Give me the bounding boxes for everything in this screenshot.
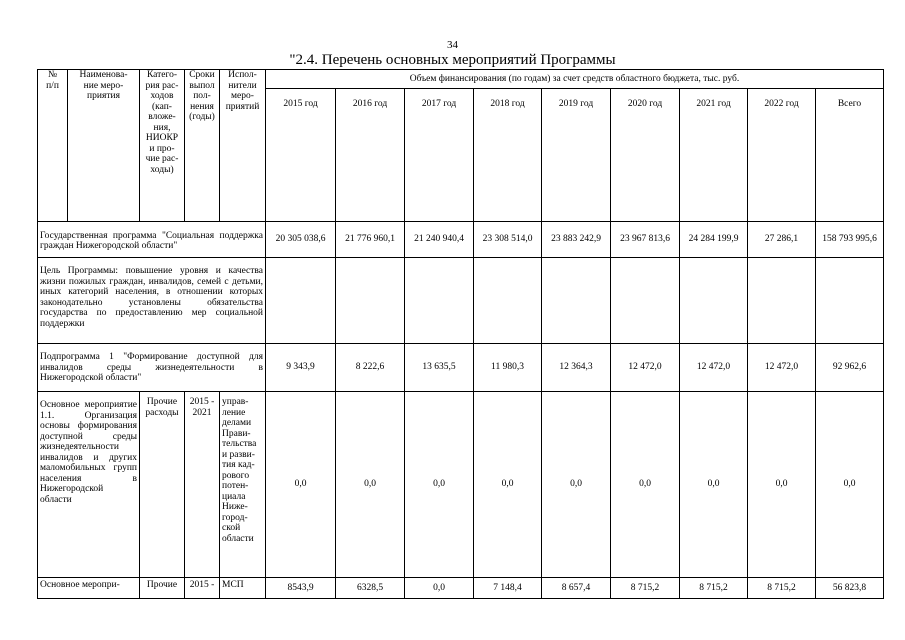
- page-title: "2.4. Перечень основных мероприятий Программы: [289, 52, 616, 68]
- measure-category: Прочие: [140, 578, 185, 599]
- value-cell: [680, 258, 748, 344]
- value-cell: 0,0: [405, 578, 474, 599]
- measure-category: Прочие расходы: [140, 392, 185, 578]
- value-total: 56 823,8: [816, 578, 884, 599]
- value-cell: 12 472,0: [611, 344, 680, 392]
- header-executors: Испол- нители меро- приятий: [220, 70, 266, 222]
- header-terms: Сроки выпол пол- нения (годы): [185, 70, 220, 222]
- header-year: 2017 год: [405, 89, 474, 222]
- value-cell: 8 715,2: [611, 578, 680, 599]
- value-cell: [266, 258, 336, 344]
- header-category: Катего- рия рас- ходов (кап- вложе- ния, НИОКР и про- чие рас- ходы): [140, 70, 185, 222]
- measure-terms: 2015 -: [185, 578, 220, 599]
- table-row-measure-next: [38, 578, 884, 599]
- value-cell: 7 148,4: [474, 578, 542, 599]
- value-cell: 11 980,3: [474, 344, 542, 392]
- value-cell: [611, 258, 680, 344]
- row-label: Государственная программа "Социальная поддержка граждан Нижегородской области": [38, 222, 266, 258]
- measure-executor: МСП: [220, 578, 266, 599]
- header-year: 2018 год: [474, 89, 542, 222]
- value-cell: 0,0: [542, 392, 611, 578]
- header-year: 2020 год: [611, 89, 680, 222]
- value-cell: 0,0: [748, 392, 816, 578]
- measure-executor: управ- ление делами Прави- тельства и разви- тия кад- рового потен- циала Ниже- город- ской области: [220, 392, 266, 578]
- table-row-program: [38, 222, 884, 258]
- value-cell: 8 715,2: [748, 578, 816, 599]
- value-cell: 0,0: [474, 392, 542, 578]
- header-year: 2022 год: [748, 89, 816, 222]
- table-row-goal: [38, 258, 884, 344]
- value-cell: 0,0: [266, 392, 336, 578]
- value-total: [816, 258, 884, 344]
- value-cell: 0,0: [680, 392, 748, 578]
- value-cell: 12 472,0: [748, 344, 816, 392]
- row-label: Подпрограмма 1 "Формирование доступной для инвалидов среды жизнедеятельности в Нижегородской области": [38, 344, 266, 392]
- value-cell: 6328,5: [336, 578, 405, 599]
- header-name: Наименова- ние меро- приятия: [68, 70, 140, 222]
- value-cell: 20 305 038,6: [266, 222, 336, 258]
- measure-name: Основное мероприятие 1.1. Организация основы формирования доступной среды жизнедеятельности инвалидов и других маломобильных групп населения в Нижегородской области: [38, 392, 140, 578]
- value-cell: [542, 258, 611, 344]
- value-cell: 8 657,4: [542, 578, 611, 599]
- value-cell: 23 308 514,0: [474, 222, 542, 258]
- header-year: 2019 год: [542, 89, 611, 222]
- header-year: 2021 год: [680, 89, 748, 222]
- table-row-subprogram: [38, 344, 884, 392]
- table-row-measure-1-1: [38, 392, 884, 578]
- value-cell: 12 472,0: [680, 344, 748, 392]
- header-total: Всего: [816, 89, 884, 222]
- value-cell: [748, 258, 816, 344]
- value-cell: [336, 258, 405, 344]
- header-num: № п/п: [38, 70, 68, 222]
- value-cell: 8543,9: [266, 578, 336, 599]
- page-number: 34: [447, 39, 458, 51]
- value-cell: 27 286,1: [748, 222, 816, 258]
- measure-name: Основное меропри-: [38, 578, 140, 599]
- value-total: 0,0: [816, 392, 884, 578]
- value-cell: 0,0: [405, 392, 474, 578]
- value-cell: [474, 258, 542, 344]
- value-cell: 0,0: [336, 392, 405, 578]
- header-year: 2015 год: [266, 89, 336, 222]
- value-cell: 24 284 199,9: [680, 222, 748, 258]
- value-cell: 13 635,5: [405, 344, 474, 392]
- measure-terms: 2015 - 2021: [185, 392, 220, 578]
- header-year: 2016 год: [336, 89, 405, 222]
- value-cell: 12 364,3: [542, 344, 611, 392]
- value-cell: 23 967 813,6: [611, 222, 680, 258]
- value-cell: 9 343,9: [266, 344, 336, 392]
- header-funding: Объем финансирования (по годам) за счет средств областного бюджета, тыс. руб.: [266, 70, 884, 89]
- value-cell: 21 240 940,4: [405, 222, 474, 258]
- row-label: Цель Программы: повышение уровня и качества жизни пожилых граждан, инвалидов, семей с детьми, иных категорий населения, в отношении которых законодательно установлены обязательства государства по предоставлению мер социальной поддержки: [38, 258, 266, 344]
- value-total: 92 962,6: [816, 344, 884, 392]
- value-cell: 0,0: [611, 392, 680, 578]
- header-row-1: [38, 70, 884, 89]
- value-cell: 21 776 960,1: [336, 222, 405, 258]
- value-total: 158 793 995,6: [816, 222, 884, 258]
- value-cell: [405, 258, 474, 344]
- value-cell: 8 222,6: [336, 344, 405, 392]
- value-cell: 23 883 242,9: [542, 222, 611, 258]
- value-cell: 8 715,2: [680, 578, 748, 599]
- measures-table: [37, 69, 884, 599]
